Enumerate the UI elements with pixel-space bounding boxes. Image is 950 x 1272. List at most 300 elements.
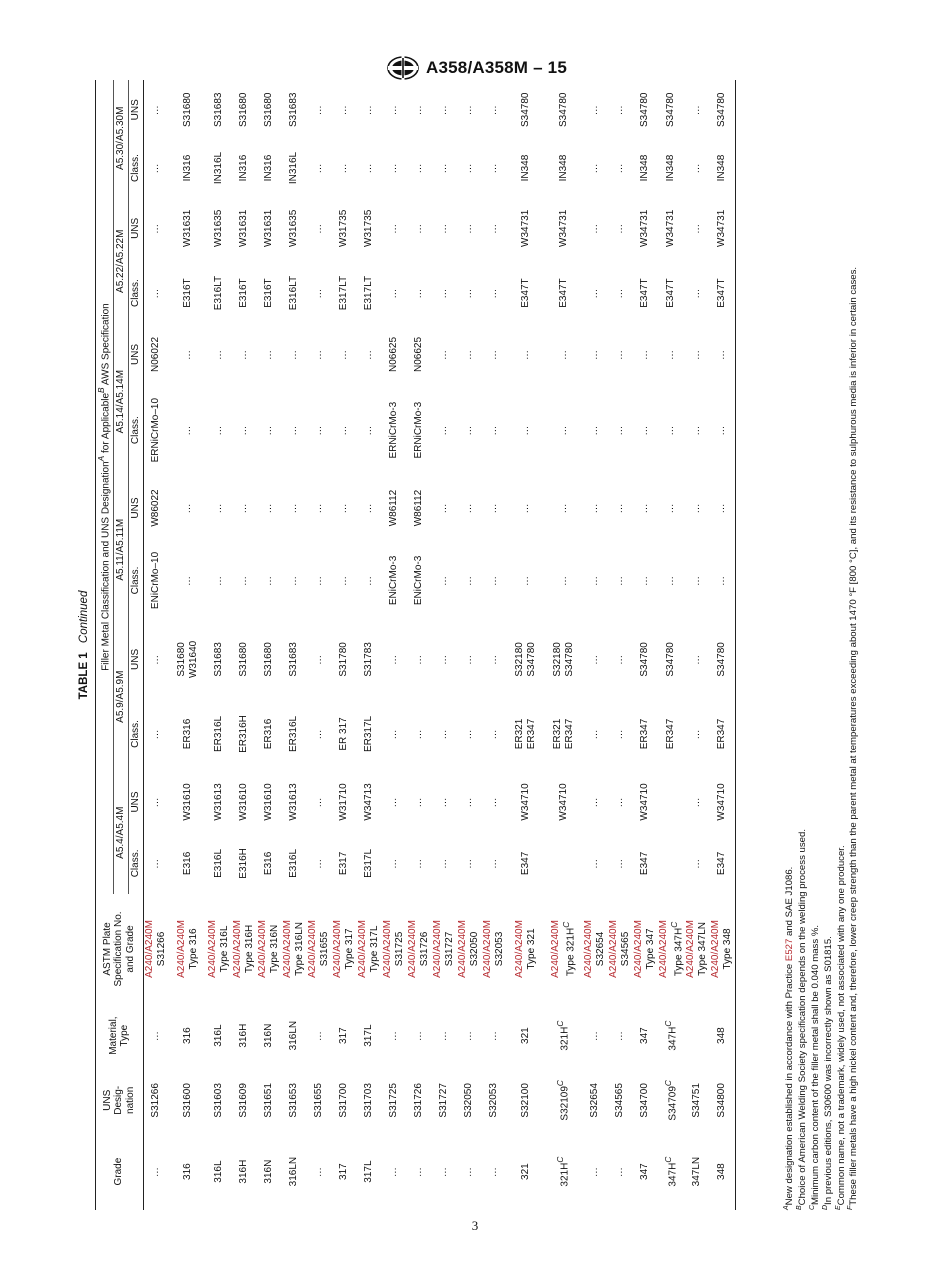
cell-text: …: [691, 104, 703, 116]
cell-text: …: [263, 574, 275, 586]
cell-text: …: [639, 424, 651, 436]
cell-a59c: [307, 697, 332, 772]
cell-grade: 316N: [263, 1159, 275, 1184]
table-row: [169, 80, 207, 1210]
plate-spec-link[interactable]: A240/A240M: [407, 920, 419, 978]
plate-spec-link[interactable]: A240/A240M: [457, 920, 469, 978]
page-header: [386, 55, 567, 81]
document-title: A358/A358M – 15: [426, 58, 567, 77]
table-row: [457, 80, 482, 1210]
cell-a530u: [357, 80, 382, 140]
cell-a59c: [382, 697, 407, 772]
cell-a514u: [207, 326, 232, 383]
cell-text: …: [313, 348, 325, 360]
cell-a522c: [457, 260, 482, 326]
practice-link[interactable]: E527: [784, 938, 796, 962]
cell-a530u: [633, 80, 658, 140]
cell-a514c: [658, 383, 685, 477]
cell-type: 316L: [213, 1024, 225, 1047]
footnote-ref: C: [662, 1156, 673, 1163]
cell-a511u: [282, 477, 307, 538]
cell-text: W31610: [263, 783, 275, 821]
cell-a54u: [545, 771, 583, 832]
cell-text: …: [238, 424, 250, 436]
header-grade: Grade: [96, 1133, 144, 1210]
footnote: $^D$In previous editions, S30600 was incorrectly shown as S01815.: [821, 936, 834, 1210]
cell-text: …: [488, 502, 500, 514]
cell-a530u: [608, 80, 633, 140]
cell-text: …: [438, 104, 450, 116]
plate-spec-link[interactable]: A240/A240M: [257, 920, 269, 978]
cell-text: …: [288, 502, 300, 514]
cell-text: S31783: [363, 642, 375, 677]
plate-grade: Type 316N: [269, 924, 281, 974]
cell-text: …: [639, 574, 651, 586]
cell-a530c: [307, 140, 332, 197]
cell-text: …: [589, 857, 601, 869]
cell-text: …: [557, 502, 569, 514]
cell-text: …: [213, 424, 225, 436]
cell-text: …: [463, 796, 475, 808]
cell-a54c: [482, 833, 507, 894]
cell-a54c: [382, 833, 407, 894]
cell-uns: S31600: [181, 1083, 193, 1118]
cell-a511c: [169, 539, 207, 622]
cell-plate-spec: [482, 894, 507, 1004]
cell-text: W31735: [363, 209, 375, 247]
header-spec: A5.4/A5.4M: [114, 771, 129, 894]
cell-text: …: [691, 796, 703, 808]
cell-a522c: [232, 260, 257, 326]
cell-grade: 316H: [238, 1159, 250, 1184]
cell-text: …: [691, 574, 703, 586]
footnote-ref: C: [662, 1020, 673, 1027]
plate-spec-link[interactable]: A240/A240M: [583, 920, 595, 978]
cell-text: IN348: [557, 154, 569, 182]
cell-text: W34710: [519, 783, 531, 821]
cell-text: …: [313, 424, 325, 436]
cell-a54u: [608, 771, 633, 832]
cell-a511c: [207, 539, 232, 622]
cell-a522u: [457, 197, 482, 261]
cell-text: S34780: [525, 642, 537, 677]
cell-text: …: [313, 287, 325, 299]
cell-a54u: [710, 771, 736, 832]
plate-spec-link[interactable]: A240/A240M: [513, 920, 525, 978]
cell-a530c: [257, 140, 282, 197]
cell-a59c: [282, 697, 307, 772]
cell-a54u: [658, 771, 685, 832]
table-row: [407, 80, 432, 1210]
header-uns: UNS: [128, 197, 143, 261]
plate-spec-link[interactable]: A240/A240M: [482, 920, 494, 978]
cell-a511c: [608, 539, 633, 622]
cell-text: E317L: [363, 848, 375, 878]
cell-text: …: [413, 796, 425, 808]
cell-plate-spec: [382, 894, 407, 1004]
cell-text: …: [716, 424, 728, 436]
cell-a514u: [507, 326, 545, 383]
table-caption-continued: Continued: [78, 590, 90, 644]
cell-type: …: [413, 1030, 425, 1042]
cell-text: …: [413, 287, 425, 299]
cell-text: W86112: [388, 489, 400, 527]
cell-text: …: [716, 348, 728, 360]
cell-text: …: [589, 104, 601, 116]
cell-text: …: [313, 796, 325, 808]
cell-text: …: [388, 222, 400, 234]
cell-text: …: [519, 348, 531, 360]
cell-a59c: [257, 697, 282, 772]
cell-a511c: [357, 539, 382, 622]
cell-a59u: [545, 622, 583, 697]
cell-text: …: [589, 728, 601, 740]
cell-text: …: [213, 574, 225, 586]
cell-text: …: [213, 502, 225, 514]
footnote-text: Minimum carbon content of the filler metal shall be 0.040 mass %.: [809, 924, 821, 1205]
cell-plate-spec: [457, 894, 482, 1004]
cell-text: E317LT: [338, 275, 350, 311]
cell-a530u: [658, 80, 685, 140]
cell-grade: …: [150, 1166, 162, 1178]
cell-a514c: [332, 383, 357, 477]
cell-a59c: [457, 697, 482, 772]
cell-text: …: [488, 162, 500, 174]
plate-spec-link[interactable]: A240/A240M: [432, 920, 444, 978]
cell-a530u: [407, 80, 432, 140]
cell-a54c: [710, 833, 736, 894]
cell-a522u: [357, 197, 382, 261]
cell-a511c: [232, 539, 257, 622]
cell-text: W34731: [665, 209, 677, 247]
cell-text: S31680: [175, 642, 187, 677]
cell-text: ER321: [513, 718, 525, 750]
cell-a54c: [583, 833, 608, 894]
plate-spec-link[interactable]: A240/A240M: [685, 920, 697, 978]
cell-text: …: [150, 222, 162, 234]
footnotes: [783, 80, 860, 1210]
cell-a514c: [608, 383, 633, 477]
plate-grade: S31726: [419, 931, 431, 967]
plate-grade: Type 321H: [565, 927, 577, 977]
cell-a530c: [232, 140, 257, 197]
cell-text: S34780: [716, 642, 728, 677]
cell-a522c: [307, 260, 332, 326]
cell-text: …: [438, 502, 450, 514]
cell-text: …: [150, 162, 162, 174]
cell-text: …: [614, 857, 626, 869]
cell-text: ER317L: [363, 715, 375, 753]
cell-text: …: [614, 574, 626, 586]
cell-text: E316LT: [213, 275, 225, 311]
header-class: Class.: [128, 260, 143, 326]
plate-spec-link[interactable]: A240/A240M: [144, 920, 156, 978]
cell-a514c: [207, 383, 232, 477]
table-number: TABLE 1: [78, 652, 90, 700]
header-astm-plate: ASTM Plate Specification No. and Grade: [96, 894, 144, 1004]
cell-a59u: [232, 622, 257, 697]
cell-text: W31710: [338, 783, 350, 821]
cell-text: …: [614, 796, 626, 808]
cell-a514c: [382, 383, 407, 477]
cell-a514u: [457, 326, 482, 383]
cell-text: …: [463, 424, 475, 436]
cell-text: …: [313, 162, 325, 174]
cell-text: …: [213, 348, 225, 360]
cell-text: …: [181, 502, 193, 514]
plate-spec-link[interactable]: A240/A240M: [332, 920, 344, 978]
cell-text: …: [238, 348, 250, 360]
cell-text: ER347: [525, 718, 537, 750]
cell-a54u: [282, 771, 307, 832]
cell-text: …: [716, 574, 728, 586]
cell-a522c: [658, 260, 685, 326]
plate-spec-link[interactable]: A240/A240M: [282, 920, 294, 978]
cell-a514c: [282, 383, 307, 477]
cell-text: ERNiCrMo-3: [388, 401, 400, 459]
footnote-text: Common name, not a trademark, widely used, not associated with any one producer.: [835, 845, 847, 1206]
cell-type: 321: [519, 1027, 531, 1044]
cell-type: 348: [710, 1004, 736, 1068]
cell-plate-spec: [633, 894, 658, 1004]
cell-text: …: [463, 502, 475, 514]
cell-text: E347: [519, 851, 531, 876]
cell-text: …: [413, 104, 425, 116]
cell-a522c: [633, 260, 658, 326]
cell-a511u: [257, 477, 282, 538]
cell-text: …: [589, 348, 601, 360]
cell-a530u: [382, 80, 407, 140]
cell-text: …: [363, 502, 375, 514]
cell-text: W34710: [557, 783, 569, 821]
plate-spec-link[interactable]: A240/A240M: [550, 920, 562, 978]
cell-a530u: [332, 80, 357, 140]
cell-text: E347: [639, 851, 651, 876]
cell-a514c: [169, 383, 207, 477]
cell-a511c: [332, 539, 357, 622]
cell-text: …: [313, 728, 325, 740]
cell-grade: 316: [181, 1163, 193, 1180]
cell-text: …: [463, 857, 475, 869]
cell-a54u: [382, 771, 407, 832]
cell-uns: S31603: [213, 1083, 225, 1118]
cell-a514u: [282, 326, 307, 383]
cell-a59c: [207, 697, 232, 772]
cell-a54u: [257, 771, 282, 832]
cell-a530u: [583, 80, 608, 140]
cell-a54c: [357, 833, 382, 894]
table-row: [332, 80, 357, 1210]
plate-spec-link[interactable]: A240/A240M: [232, 920, 244, 978]
cell-type: …: [388, 1030, 400, 1042]
cell-text: W31635: [288, 209, 300, 247]
cell-a522u: [482, 197, 507, 261]
cell-plate-spec: [282, 894, 307, 1004]
cell-text: …: [438, 287, 450, 299]
cell-a522u: [685, 197, 710, 261]
plate-grade: Type 316: [187, 928, 199, 970]
cell-a522c: [382, 260, 407, 326]
plate-grade: Type 347LN: [697, 921, 709, 976]
cell-a514c: [432, 383, 457, 477]
cell-text: …: [691, 222, 703, 234]
cell-a54c: [407, 833, 432, 894]
footnote: $^F$These filler metals have a high nickel content and, therefore, lower creep strength than the parent metal at temperatures exceeding about 1470 °F [800 °C], and its resistance to sulphurous media is inferior in certain cases.: [847, 266, 860, 1210]
cell-text: S31680: [263, 642, 275, 677]
cell-a522c: [710, 260, 736, 326]
cell-a514c: [710, 383, 736, 477]
cell-a54c: [507, 833, 545, 894]
cell-a514u: [658, 326, 685, 383]
footnote-ref: C: [662, 1080, 673, 1087]
cell-a530c: [685, 140, 710, 197]
header-uns: UNS: [128, 80, 143, 140]
cell-a514u: [583, 326, 608, 383]
plate-spec-link[interactable]: A240/A240M: [657, 920, 669, 978]
cell-text: E347: [716, 851, 728, 876]
cell-text: S34780: [716, 92, 728, 127]
cell-a522u: [382, 197, 407, 261]
cell-a511c: [658, 539, 685, 622]
cell-uns: S31266: [150, 1083, 162, 1118]
cell-uns: S31609: [238, 1083, 250, 1118]
cell-text: …: [338, 104, 350, 116]
table-row: [207, 80, 232, 1210]
cell-a59u: [169, 622, 207, 697]
plate-spec-link[interactable]: A240/A240M: [307, 920, 319, 978]
cell-text: S34780: [665, 642, 677, 677]
cell-a511c: [507, 539, 545, 622]
cell-a54u: [407, 771, 432, 832]
plate-grade: Type 321: [525, 928, 537, 970]
cell-a522u: [633, 197, 658, 261]
cell-text: W86022: [150, 489, 162, 527]
cell-a530c: [169, 140, 207, 197]
cell-text: …: [589, 222, 601, 234]
cell-a530c: [432, 140, 457, 197]
cell-plate-spec: [257, 894, 282, 1004]
cell-grade: $321H^C$: [555, 1156, 571, 1187]
cell-a522c: [357, 260, 382, 326]
header-spec: A5.11/A5.11M: [114, 477, 129, 622]
cell-a59c: [332, 697, 357, 772]
cell-a511u: [658, 477, 685, 538]
cell-a54c: [307, 833, 332, 894]
plate-spec-link[interactable]: A240/A240M: [633, 920, 645, 978]
cell-text: …: [691, 424, 703, 436]
plate-spec-link[interactable]: A240/A240M: [710, 920, 722, 978]
cell-text: W31640: [187, 640, 199, 679]
cell-text: S31680: [263, 92, 275, 127]
cell-text: …: [639, 502, 651, 514]
cell-a530c: [583, 140, 608, 197]
table-row: [545, 80, 583, 1210]
cell-type: …: [488, 1030, 500, 1042]
cell-a530u: [282, 80, 307, 140]
cell-type: 316LN: [288, 1020, 300, 1051]
cell-text: …: [463, 287, 475, 299]
plate-spec-link[interactable]: A240/A240M: [207, 920, 219, 978]
cell-text: ER316L: [213, 715, 225, 753]
plate-spec-link[interactable]: A240/A240M: [357, 920, 369, 978]
cell-text: ER321: [551, 718, 563, 750]
cell-a59c: [507, 697, 545, 772]
cell-grade: …: [413, 1166, 425, 1178]
cell-text: …: [463, 222, 475, 234]
header-spec: A5.14/A5.14M: [114, 326, 129, 477]
cell-a522u: [169, 197, 207, 261]
cell-text: …: [488, 424, 500, 436]
cell-text: …: [413, 162, 425, 174]
table-row: [633, 80, 658, 1210]
plate-grade: Type 347H: [672, 927, 684, 977]
cell-text: …: [589, 574, 601, 586]
cell-a511c: [685, 539, 710, 622]
cell-a59c: [357, 697, 382, 772]
cell-a59u: [207, 622, 232, 697]
cell-grade: …: [463, 1166, 475, 1178]
cell-a522u: [307, 197, 332, 261]
cell-a511u: [685, 477, 710, 538]
cell-text: E316: [263, 851, 275, 876]
plate-spec-link[interactable]: A240/A240M: [382, 920, 394, 978]
header-spec: A5.22/A5.22M: [114, 197, 129, 326]
cell-grade: $347H^C$: [662, 1156, 678, 1187]
cell-text: S31683: [288, 642, 300, 677]
cell-a514c: [545, 383, 583, 477]
cell-a54c: [143, 833, 169, 894]
cell-text: …: [665, 502, 677, 514]
cell-text: …: [388, 287, 400, 299]
cell-a530u: [507, 80, 545, 140]
cell-text: ER316: [263, 718, 275, 750]
cell-text: …: [463, 574, 475, 586]
table-row: [307, 80, 332, 1210]
cell-text: IN316: [181, 154, 193, 182]
cell-a54u: [357, 771, 382, 832]
cell-a511u: [710, 477, 736, 538]
cell-a511c: [545, 539, 583, 622]
footnote: $^A$New designation established in accordance with Practice E527 and SAE J1086.: [783, 866, 796, 1210]
cell-a511u: [407, 477, 432, 538]
cell-a522c: [169, 260, 207, 326]
cell-text: …: [691, 502, 703, 514]
plate-spec-link[interactable]: A240/A240M: [608, 920, 620, 978]
cell-text: IN316L: [288, 151, 300, 185]
plate-spec-link[interactable]: A240/A240M: [175, 920, 187, 978]
cell-plate-spec: [169, 894, 207, 1004]
plate-grade: Type 317: [344, 928, 356, 970]
cell-text: …: [338, 502, 350, 514]
cell-text: …: [557, 424, 569, 436]
cell-a59u: [482, 622, 507, 697]
cell-text: S34780: [665, 92, 677, 127]
cell-text: …: [519, 574, 531, 586]
cell-grade: 348: [710, 1133, 736, 1210]
cell-uns: S31655: [313, 1083, 325, 1118]
cell-a59u: [357, 622, 382, 697]
cell-text: …: [363, 424, 375, 436]
cell-text: …: [150, 104, 162, 116]
cell-text: …: [438, 574, 450, 586]
cell-a511c: [457, 539, 482, 622]
cell-a522u: [710, 197, 736, 261]
cell-text: IN348: [639, 154, 651, 182]
cell-text: E316: [181, 851, 193, 876]
cell-text: …: [338, 424, 350, 436]
cell-text: …: [665, 424, 677, 436]
footnote: $^E$Common name, not a trademark, widely used, not associated with any one producer.: [834, 845, 847, 1210]
